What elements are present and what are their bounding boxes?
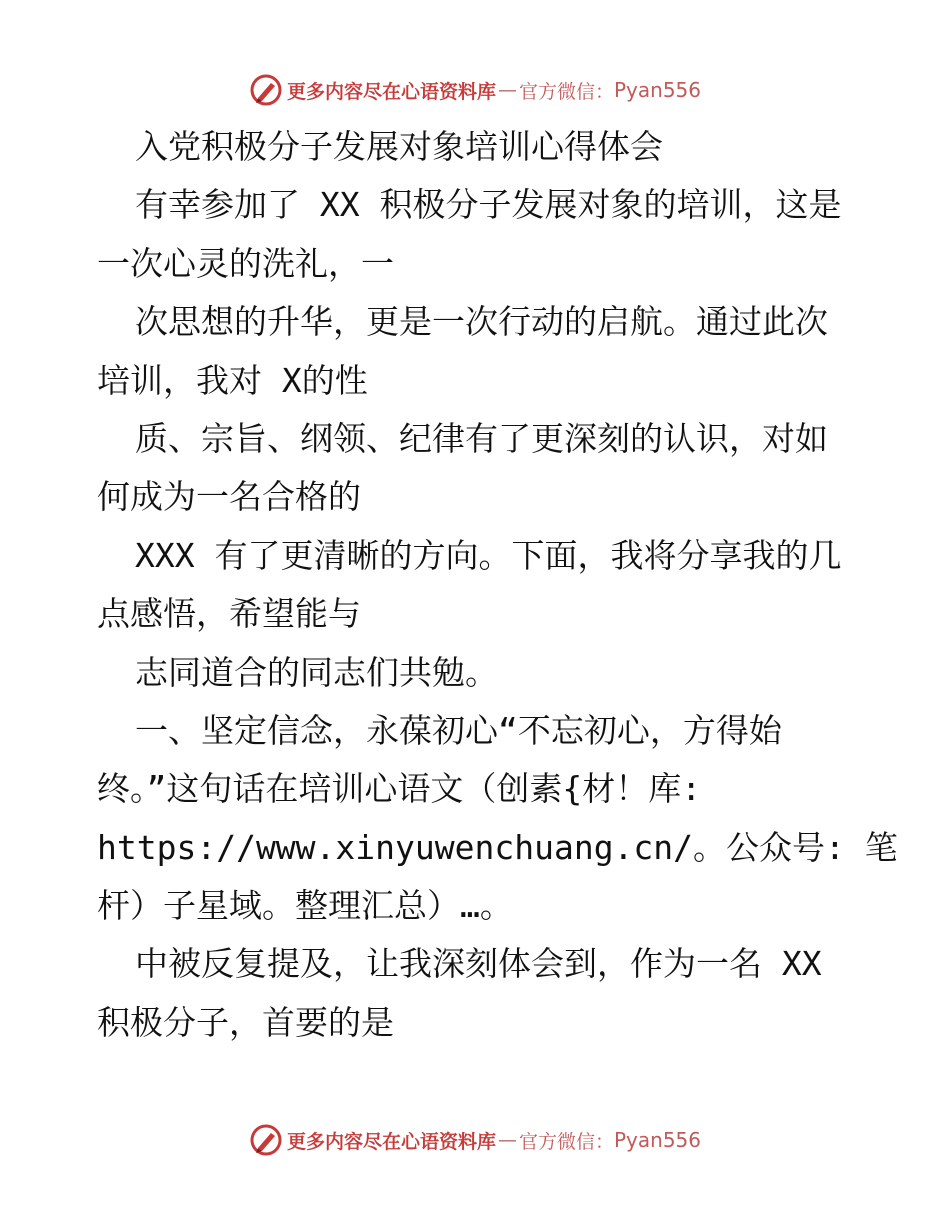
text-line: 终。”这句话在培训心语文（创素{材！库: bbox=[97, 769, 702, 809]
banner-separator: — bbox=[497, 79, 517, 101]
document-body bbox=[97, 118, 898, 1052]
text-line: 一次心灵的洗礼，一 bbox=[97, 243, 394, 283]
pen-logo-icon bbox=[249, 1123, 283, 1157]
pen-logo-icon bbox=[249, 73, 283, 107]
footer-banner bbox=[0, 1120, 950, 1160]
text-line: 积极分子，首要的是 bbox=[97, 1002, 394, 1042]
text-line: 何成为一名合格的 bbox=[97, 477, 361, 517]
banner-brand-text: 更多内容尽在心语资料库 bbox=[286, 80, 496, 103]
text-line-url: https://www.xinyuwenchuang.cn/。公众号: 笔 bbox=[97, 827, 898, 867]
banner-wechat-label: 官方微信： bbox=[518, 80, 614, 103]
text-line: 次思想的升华，更是一次行动的启航。通过此次 bbox=[135, 302, 828, 342]
text-line: 点感悟，希望能与 bbox=[97, 594, 361, 634]
banner-wechat-label: 官方微信： bbox=[518, 1130, 614, 1153]
header-banner bbox=[0, 70, 950, 110]
banner-separator: — bbox=[497, 1129, 517, 1151]
text-line: 志同道合的同志们共勉。 bbox=[135, 652, 498, 692]
document-title: 入党积极分子发展对象培训心得体会 bbox=[135, 127, 663, 166]
text-line: 有幸参加了 XX 积极分子发展对象的培训，这是 bbox=[135, 185, 842, 225]
banner-wechat-id: Pyan556 bbox=[614, 78, 702, 102]
text-line: 培训，我对 X的性 bbox=[97, 360, 368, 400]
text-line: 中被反复提及，让我深刻体会到，作为一名 XX bbox=[135, 944, 822, 984]
banner-brand-text: 更多内容尽在心语资料库 bbox=[286, 1130, 496, 1153]
text-line: 质、宗旨、纲领、纪律有了更深刻的认识，对如 bbox=[135, 418, 828, 458]
banner-wechat-id: Pyan556 bbox=[614, 1128, 702, 1152]
text-line: XXX 有了更清晰的方向。下面，我将分享我的几 bbox=[135, 535, 842, 575]
text-line: 杆）子星域。整理汇总）…。 bbox=[97, 886, 513, 926]
section-heading-line: 一、坚定信念，永葆初心“不忘初心，方得始 bbox=[135, 710, 782, 750]
